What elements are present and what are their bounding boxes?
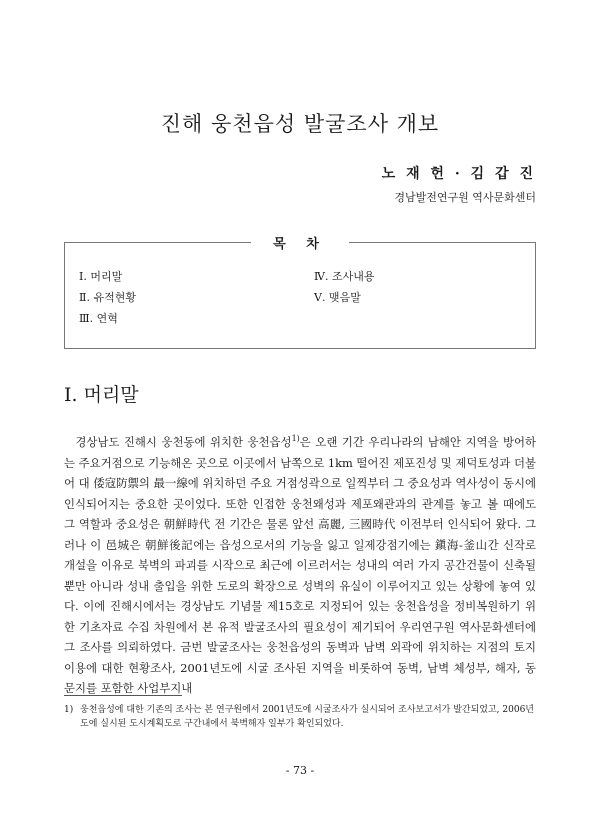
paragraph-text-start: 경상남도 진해시 웅천동에 위치한 웅천읍성 (75, 435, 292, 449)
footnote-text: 웅천읍성에 대한 기존의 조사는 본 연구원에서 2001년도에 시굴조사가 실시되어 조사보고서가 발간되었고, 2006년도에 실시된 도시계획도로 구간내에서 북벽해자 일부가 확인되었다. (80, 705, 534, 729)
toc-column-right (314, 266, 375, 308)
footnote-number: 1) (64, 705, 74, 715)
toc-heading: 목 차 (273, 237, 327, 252)
footnote-reference[interactable]: 1) (291, 434, 300, 444)
body-paragraph (64, 432, 536, 699)
affiliation: 경남발전연구원 역사문화센터 (394, 191, 536, 204)
table-of-contents (64, 237, 536, 349)
footnote-divider (64, 695, 182, 696)
toc-item: Ⅳ. 조사내용 (314, 270, 375, 283)
paper-title: 진해 웅천읍성 발굴조사 개보 (160, 112, 440, 136)
footnote (64, 703, 536, 731)
toc-item: Ⅴ. 맺음말 (314, 291, 361, 304)
toc-item: Ⅰ. 머리말 (79, 270, 123, 283)
toc-item: Ⅱ. 유적현황 (79, 291, 136, 304)
section-heading: Ⅰ. 머리말 (64, 384, 139, 406)
toc-column-left (79, 266, 136, 329)
page-number: - 73 - (285, 764, 315, 777)
paragraph-text-rest: 은 오랜 기간 우리나라의 남해안 지역을 방어하는 주요거점으로 기능해온 곳으로 이곳에서 남쪽으로 1km 떨어진 제포진성 및 제덕토성과 더불어 대 倭寇防禦의 最一線에 위치하던 주요 거점성곽으로 일찍부터 그 중요성과 역사성이 동시에 인식되어지는 중요한 곳이었다. 또한 인접한 웅천왜성과 제포왜관과의 관계를 놓고 볼 때에도 그 역할과 중요성은 朝鮮時代 전 기간은 물론 앞선 高麗, 三國時代 이전부터 인식되어 왔다. 그러나 이 邑城은 朝鮮後記에는 읍성으로서의 기능을 잃고 일제강점기에는 鎭海-釜山간 신작로 개설을 이유로 북벽의 파괴를 시작으로 최근에 이르러서는 성내의 여러 가지 공간건물이 신축될 뿐만 아니라 성내 출입을 위한 도로의 확장으로 성벽의 유실이 이루어지고 있는 상황에 놓여 있다. 이에 진해시에서는 경상남도 기념물 제15호로 지정되어 있는 웅천읍성을 정비복원하기 위한 기초자료 수집 차원에서 본 유적 발굴조사의 필요성이 제기되어 우리연구원 역사문화센터에 그 조사를 의뢰하였다. 금번 발굴조사는 웅천읍성의 동벽과 남벽 외곽에 위치하는 지점의 토지이용에 대한 현황조사, 2001년도에 시굴 조사된 지역을 비롯하여 동벽, 남벽 체성부, 해자, 동문지를 포함한 사업부지내 (64, 435, 536, 695)
toc-item: Ⅲ. 연혁 (79, 312, 118, 325)
authors: 노 재 헌 · 김 갑 진 (381, 166, 536, 182)
